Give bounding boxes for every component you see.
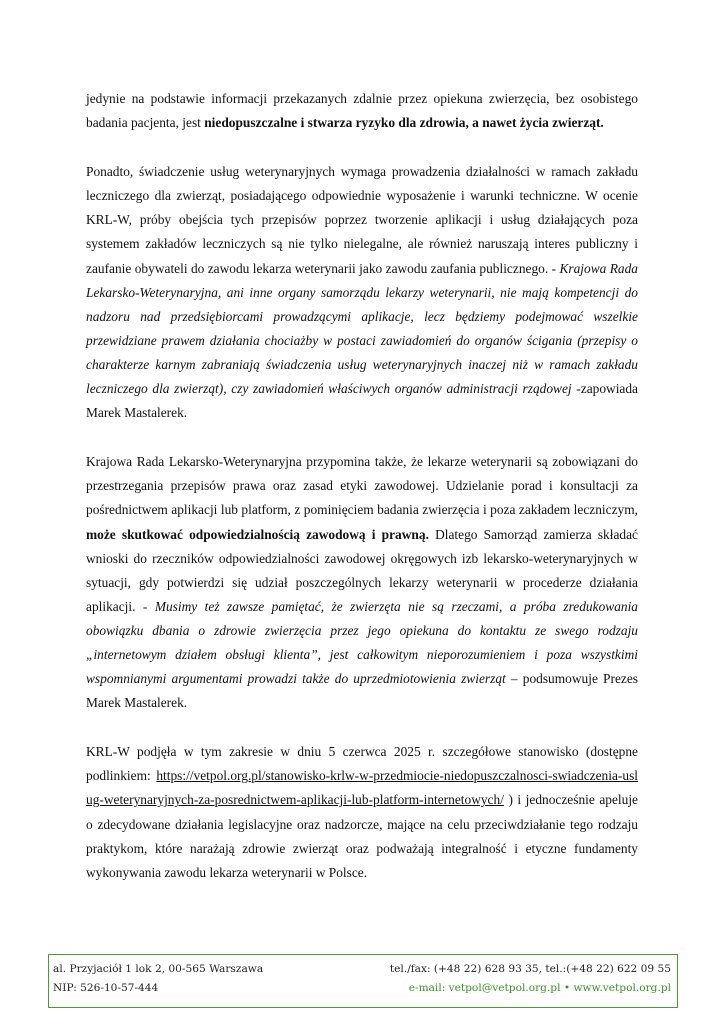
stanowisko-link[interactable]: https://vetpol.org.pl/stanowisko-krlw-w-przedmiocie-niedopuszczalnosci-swiadczenia-uslug-weterynaryjnych-za-posrednictwem-aplikacji-lub-platform-internetowych/: [86, 768, 638, 808]
document-body: [86, 87, 638, 885]
quote-italic: Krajowa Rada Lekarsko-Weterynaryjna, ani inne organy samorządu lekarzy weterynarii, nie mają kompetencji do nadzoru nad przedsiębiorcami prowadzącymi aplikacje, lecz będziemy podejmować wszelkie przewidziane prawem działania chociażby w postaci zawiadomień do organów ścigania (przepisy o charakterze karnym zabraniają świadczenia usług weterynaryjnych inaczej niż w ramach zakładu leczniczego dla zwierząt), czy zawiadomień właściwych organów administracji rządowej: [86, 260, 638, 397]
footer-nip: NIP: 526-10-57-444: [53, 982, 159, 994]
bold-liability: może skutkować odpowiedzialnością zawodową i prawną.: [86, 526, 429, 542]
bold-warning: niedopuszczalne i stwarza ryzyko dla zdrowia, a nawet życia zwierząt.: [204, 115, 604, 131]
footer-phone: tel./fax: (+48 22) 628 93 35, tel.:(+48 22) 622 09 55: [389, 963, 671, 975]
paragraph-1: jedynie na podstawie informacji przekazanych zdalnie przez opiekuna zwierzęcia, bez osobistego badania pacjenta, jest niedopuszczalne i stwarza ryzyko dla zdrowia, a nawet życia zwierząt.: [86, 91, 638, 131]
footer-email[interactable]: e-mail: vetpol@vetpol.org.pl: [408, 982, 561, 994]
paragraph-3: Krajowa Rada Lekarsko-Weterynaryjna przypomina także, że lekarze weterynarii są zobowiązani do przestrzegania przepisów prawa oraz zasad etyki zawodowej. Udzielanie porad i konsultacji za pośrednictwem aplikacji lub platform, z pominięciem badania zwierzęcia i poza zakładem leczniczym, może skutkować odpowiedzialnością zawodową i prawną. Dlatego Samorząd zamierza składać wnioski do rzeczników odpowiedzialności zawodowej okręgowych izb lekarsko-weterynaryjnych w sytuacji, gdy potwierdzi się udział poszczególnych lekarzy weterynarii w procederze działania aplikacji. - Musimy też zawsze pamiętać, że zwierzęta nie są rzeczami, a próba zredukowania obowiązku dbania o zdrowie zwierzęcia przez jego opiekuna do kontaktu ze swego rodzaju „internetowym działem obsługi klienta”, jest całkowitym nieporozumieniem i poza wszystkimi wspomnianymi argumentami prowadzi także do uprzedmiotowienia zwierząt – podsumowuje Prezes Marek Mastalerek.: [86, 454, 639, 711]
letterhead-footer: [48, 954, 678, 1008]
bullet-icon: •: [563, 982, 571, 994]
paragraph-2: Ponadto, świadczenie usług weterynaryjnych wymaga prowadzenia działalności w ramach zakładu leczniczego dla zwierząt, posiadającego odpowiednie wyposażenie i warunki techniczne. W ocenie KRL-W, próby obejścia tych przepisów poprzez tworzenie aplikacji i usług działających poza systemem zakładów leczniczych są nie tylko nielegalne, ale również naruszają interes publiczny i zaufanie obywateli do zawodu lekarza weterynarii jako zawodu zaufania publicznego. - Krajowa Rada Lekarsko-Weterynaryjna, ani inne organy samorządu lekarzy weterynarii, nie mają kompetencji do nadzoru nad przedsiębiorcami prowadzącymi aplikacje, lecz będziemy podejmować wszelkie przewidziane prawem działania chociażby w postaci zawiadomień do organów ścigania (przepisy o charakterze karnym zabraniają świadczenia usług weterynaryjnych inaczej niż w ramach zakładu leczniczego dla zwierząt), czy zawiadomień właściwych organów administracji rządowej -zapowiada Marek Mastalerek.: [86, 164, 638, 421]
footer-address: al. Przyjaciół 1 lok 2, 00-565 Warszawa: [53, 963, 264, 975]
footer-row-1: [53, 960, 671, 979]
footer-contact: [409, 979, 671, 998]
paragraph-4: KRL-W podjęła w tym zakresie w dniu 5 czerwca 2025 r. szczegółowe stanowisko (dostępne podlinkiem: https://vetpol.org.pl/stanowisko-krlw-w-przedmiocie-niedopuszczalnosci-swiadczenia-uslug-weterynaryjnych-za-posrednictwem-aplikacji-lub-platform-internetowych/ ) i jednocześnie apeluje o zdecydowane działania legislacyjne oraz nadzorcze, mające na celu przeciwdziałanie tego rodzaju praktykom, które narażają zdrowie zwierząt oraz podważają integralność i etyczne fundamenty wykonywania zawodu lekarza weterynarii w Polsce.: [86, 744, 638, 880]
footer-row-2: [53, 979, 671, 998]
quote-italic-2: Musimy też zawsze pamiętać, że zwierzęta nie są rzeczami, a próba zredukowania obowiązku dbania o zdrowie zwierzęcia przez jego opiekuna do kontaktu ze swego rodzaju „internetowym działem obsługi klienta”, jest całkowitym nieporozumieniem i poza wszystkimi wspomnianymi argumentami prowadzi także do uprzedmiotowienia zwierząt: [86, 598, 639, 687]
footer-website[interactable]: www.vetpol.org.pl: [573, 982, 671, 994]
